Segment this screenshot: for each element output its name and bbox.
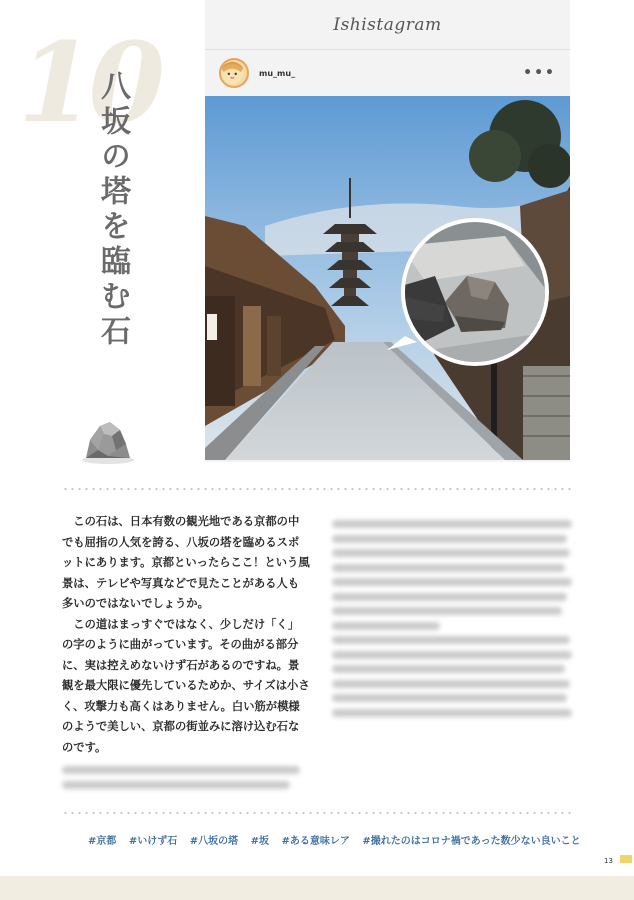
post-header <box>205 0 570 50</box>
post-photo <box>205 96 570 460</box>
footer-band <box>0 876 634 900</box>
divider-bottom <box>62 812 572 814</box>
hashtag[interactable]: #撮れたのはコロナ禍であった数少ない良いこと <box>362 836 581 847</box>
blurred-text-line <box>62 766 300 774</box>
more-dots-icon[interactable]: ••• <box>523 65 556 81</box>
blurred-text-line <box>332 593 567 601</box>
page-number: 13 <box>604 857 613 865</box>
blurred-text-line <box>332 535 567 543</box>
hashtag[interactable]: #ある意味レア <box>281 836 350 847</box>
blurred-text-line <box>62 781 290 789</box>
username[interactable]: mu_mu_ <box>259 68 296 78</box>
section-number: 10 <box>18 18 160 147</box>
hashtag[interactable]: #八坂の塔 <box>189 836 239 847</box>
hashtag[interactable]: #坂 <box>250 836 270 847</box>
page-marker <box>620 855 632 863</box>
app-logo: Ishistagram <box>333 14 442 35</box>
blurred-text-line <box>332 564 565 572</box>
blurred-text-line <box>332 622 440 630</box>
hashtag-list <box>88 832 588 847</box>
blurred-text-line <box>332 680 570 688</box>
divider-top <box>62 488 572 490</box>
blurred-text-line <box>332 607 562 615</box>
post-user-row <box>205 50 570 96</box>
article-paragraph: この石は、日本有数の観光地である京都の中でも屈指の人気を誇る、八坂の塔を臨めるスポットにあります。京都といったらここ！という風景は、テレビや写真などで見たことがある人も多いのではないでしょうか。 <box>62 515 310 610</box>
blurred-text-line <box>332 709 572 717</box>
article-right-column-blurred <box>332 514 572 723</box>
stone-illustration <box>80 410 140 470</box>
blurred-text-line <box>332 694 567 702</box>
blurred-text-line <box>332 578 572 586</box>
blurred-text-line <box>332 549 570 557</box>
blurred-text-line <box>332 665 565 673</box>
post-card <box>205 0 570 462</box>
page-title: 八坂の塔を臨む石 <box>95 70 130 350</box>
blurred-text-line <box>332 520 572 528</box>
blurred-text-line <box>332 651 572 659</box>
hashtag[interactable]: #いけず石 <box>128 836 178 847</box>
blurred-text-line <box>332 636 570 644</box>
article-left-column <box>62 512 310 795</box>
avatar-face-icon <box>221 60 247 86</box>
avatar[interactable] <box>219 58 249 88</box>
article-paragraph: この道はまっすぐではなく、少しだけ「く」の字のように曲がっています。その曲がる部分に、実は控えめないけず石があるのですね。景観を最大限に優先しているためか、サイズは小さく、攻撃力も高くはありません。白い筋が模様のようで美しい、京都の街並みに溶け込む石なのです。 <box>62 617 310 754</box>
hashtag[interactable]: #京都 <box>88 836 117 847</box>
